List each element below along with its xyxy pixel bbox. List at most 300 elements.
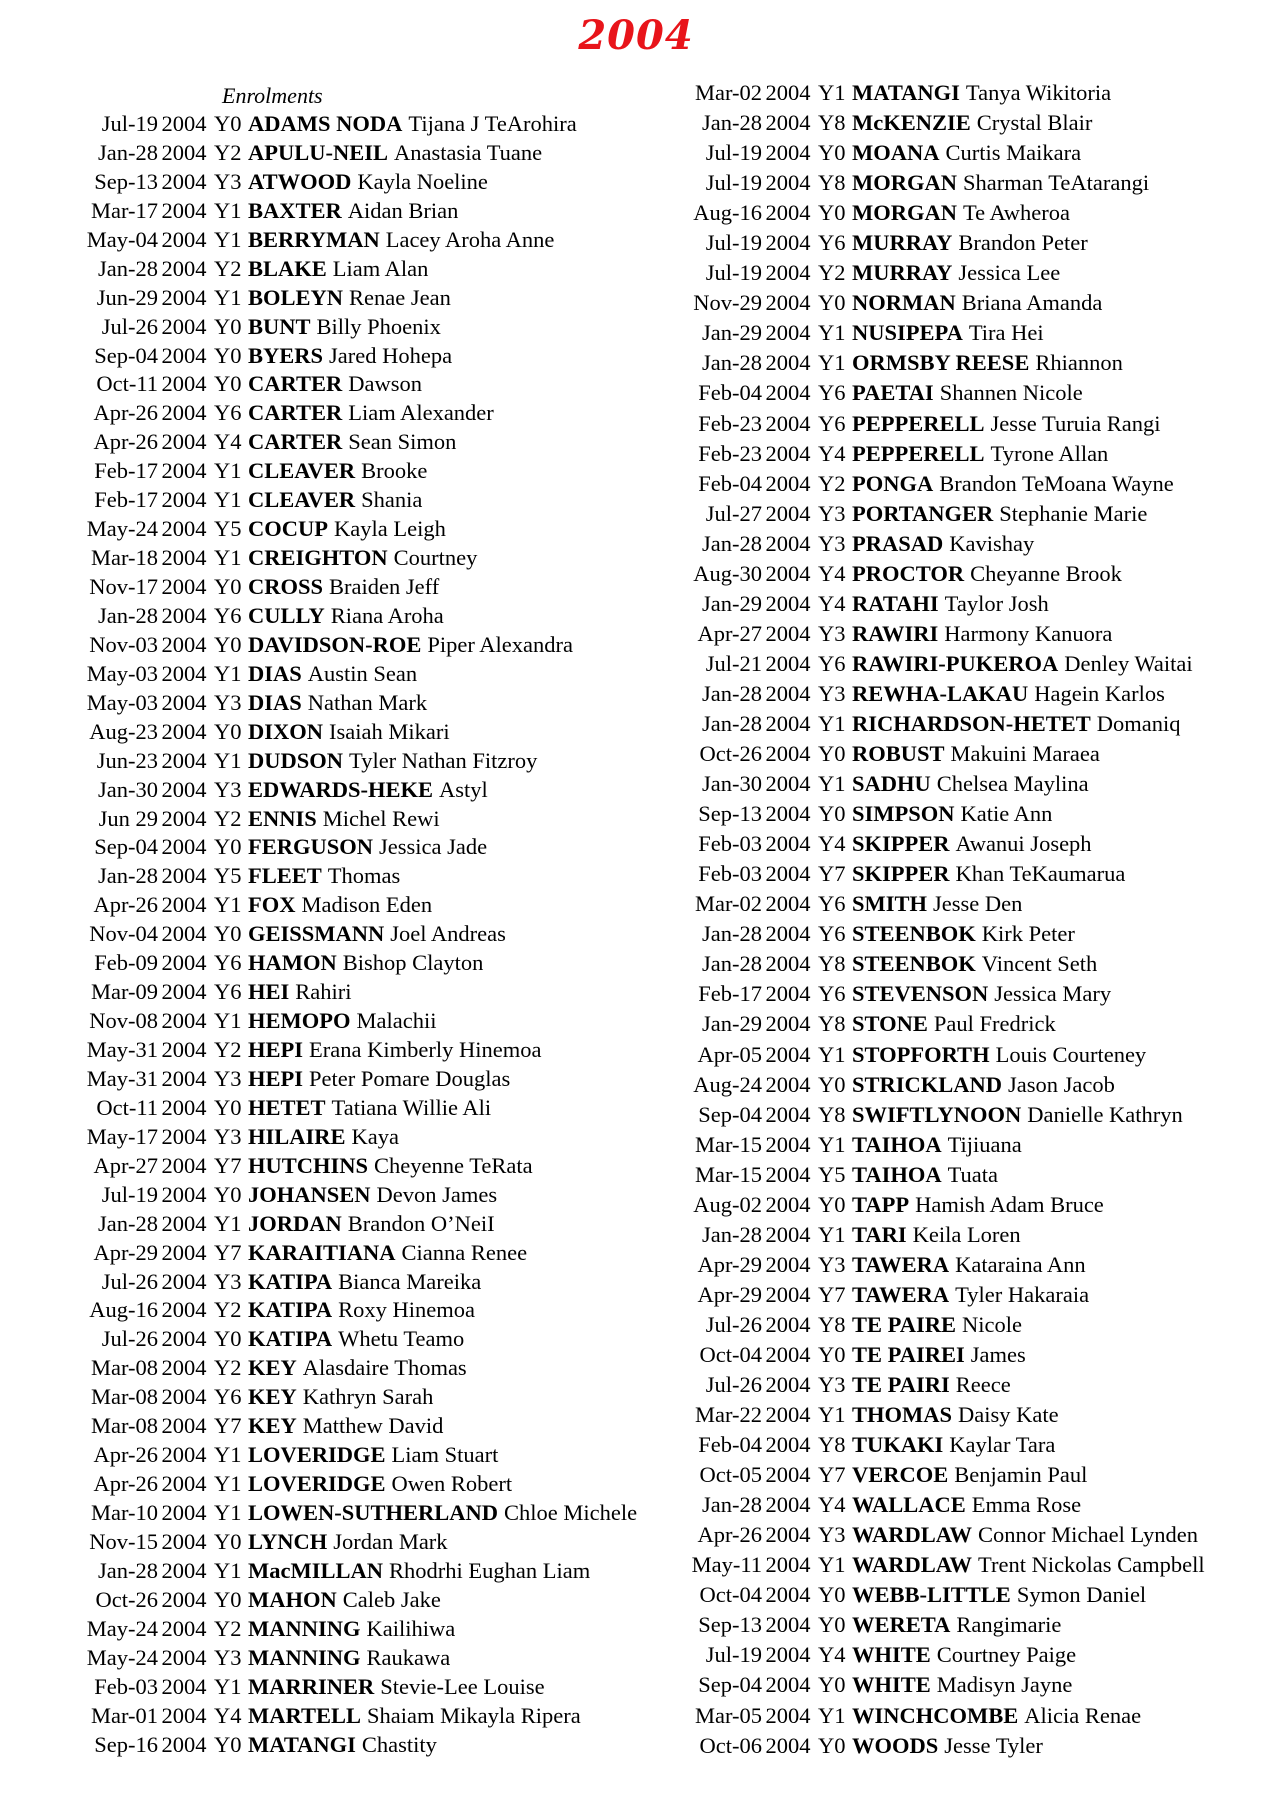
student-surname: McKENZIE xyxy=(852,110,971,136)
year-level: Y0 xyxy=(214,574,242,599)
enrolment-row xyxy=(20,805,637,834)
enrolment-row xyxy=(20,1268,637,1297)
enrolment-row xyxy=(620,1070,1205,1100)
enrolment-row xyxy=(20,949,637,978)
student-surname: MATANGI xyxy=(248,1731,356,1757)
year-level: Y1 xyxy=(214,1210,242,1236)
year-level: Y5 xyxy=(818,1161,846,1187)
year-level: Y5 xyxy=(214,863,242,889)
student-surname: SMITH xyxy=(852,891,928,917)
student-surname: LOVERIDGE xyxy=(248,1471,386,1497)
enrolment-row xyxy=(620,228,1205,258)
enrolment-date: Jul-21 xyxy=(705,650,762,676)
enrolment-year: 2004 xyxy=(161,631,207,657)
student-surname: CULLY xyxy=(248,602,325,628)
enrolment-year: 2004 xyxy=(765,1101,811,1127)
enrolment-row xyxy=(620,378,1205,408)
enrolment-year: 2004 xyxy=(765,771,811,797)
enrolment-row xyxy=(20,833,637,862)
student-surname: PRASAD xyxy=(852,530,944,556)
enrolment-year: 2004 xyxy=(765,1071,811,1097)
enrolment-year: 2004 xyxy=(765,1221,811,1247)
year-level: Y4 xyxy=(818,440,846,466)
enrolment-date: Mar-05 xyxy=(694,1702,762,1728)
enrolment-year: 2004 xyxy=(161,747,207,773)
enrolment-date: Apr-05 xyxy=(697,1041,762,1067)
enrolment-row xyxy=(20,1036,637,1065)
student-given-names: Chastity xyxy=(361,1731,437,1757)
student-surname: WOODS xyxy=(852,1732,939,1758)
student-given-names: Nicole xyxy=(961,1311,1022,1337)
student-surname: STEVENSON xyxy=(852,981,989,1007)
student-surname: LYNCH xyxy=(248,1528,328,1554)
enrolment-row xyxy=(20,1239,637,1268)
enrolment-date: Sep-04 xyxy=(94,342,158,368)
student-given-names: Madisyn Jayne xyxy=(936,1672,1073,1698)
year-level: Y0 xyxy=(214,631,242,657)
student-given-names: Symon Daniel xyxy=(1016,1582,1147,1608)
enrolment-year: 2004 xyxy=(765,170,811,196)
enrolment-date: Apr-26 xyxy=(93,429,158,455)
student-given-names: Kayla Noeline xyxy=(357,168,488,194)
year-level: Y1 xyxy=(214,458,242,484)
enrolment-date: Nov-03 xyxy=(89,631,158,657)
enrolment-date: Mar-02 xyxy=(694,80,762,105)
enrolment-year: 2004 xyxy=(161,574,207,599)
enrolment-row xyxy=(620,529,1205,559)
enrolment-date: Apr-26 xyxy=(93,892,158,918)
enrolment-date: Oct-26 xyxy=(699,741,762,767)
enrolment-date: Jun-23 xyxy=(96,747,158,773)
enrolment-year: 2004 xyxy=(765,741,811,767)
enrolment-row xyxy=(620,469,1205,499)
enrolment-date: Feb-03 xyxy=(698,861,762,887)
year-level: Y1 xyxy=(214,660,242,686)
student-surname: SKIPPER xyxy=(852,861,950,887)
year-level: Y0 xyxy=(818,1191,846,1217)
enrolment-row xyxy=(620,1430,1205,1460)
student-surname: BERRYMAN xyxy=(248,226,380,252)
student-surname: PONGA xyxy=(852,470,934,496)
enrolment-date: Mar-17 xyxy=(90,197,158,223)
year-level: Y4 xyxy=(818,560,846,586)
enrolment-date: Jul-19 xyxy=(101,1181,158,1207)
enrolment-row xyxy=(620,499,1205,529)
enrolment-row xyxy=(20,370,637,399)
student-surname: TE PAIREI xyxy=(852,1341,965,1367)
year-level: Y2 xyxy=(214,805,242,831)
enrolment-row xyxy=(620,1100,1205,1130)
student-given-names: Shannen Nicole xyxy=(939,380,1083,406)
enrolment-year: 2004 xyxy=(161,313,207,339)
enrolment-year: 2004 xyxy=(161,226,207,252)
enrolment-date: Jan-28 xyxy=(98,1210,158,1236)
student-surname: KARAITIANA xyxy=(248,1239,396,1265)
enrolment-date: Oct-11 xyxy=(96,371,158,397)
enrolment-date: Jul-26 xyxy=(101,313,158,339)
enrolment-year: 2004 xyxy=(765,1582,811,1608)
enrolment-row xyxy=(20,747,637,776)
enrolment-year: 2004 xyxy=(161,1673,207,1699)
enrolment-year: 2004 xyxy=(161,1268,207,1294)
enrolment-row xyxy=(620,348,1205,378)
enrolment-date: Jul-19 xyxy=(101,111,158,136)
enrolment-year: 2004 xyxy=(765,1432,811,1458)
enrolment-date: Jul-19 xyxy=(705,260,762,286)
year-level: Y1 xyxy=(818,1402,846,1428)
student-given-names: Billy Phoenix xyxy=(316,313,441,339)
enrolment-row xyxy=(20,1094,637,1123)
enrolment-date: May-03 xyxy=(86,660,158,686)
student-surname: PORTANGER xyxy=(852,500,994,526)
student-surname: PROCTOR xyxy=(852,560,965,586)
enrolment-date: Mar-10 xyxy=(90,1500,158,1525)
enrolment-year: 2004 xyxy=(161,1355,207,1381)
enrolment-year: 2004 xyxy=(161,1065,207,1091)
year-level: Y4 xyxy=(818,1492,846,1518)
enrolment-row xyxy=(620,138,1205,168)
enrolment-date: Jan-28 xyxy=(702,1221,762,1247)
enrolment-date: Oct-06 xyxy=(699,1732,762,1758)
student-surname: EDWARDS-HEKE xyxy=(248,776,434,802)
enrolment-date: Mar-15 xyxy=(694,1161,762,1187)
enrolment-date: May-31 xyxy=(86,1065,158,1091)
enrolment-row xyxy=(20,776,637,805)
enrolment-row xyxy=(620,258,1205,288)
enrolment-row xyxy=(620,1490,1205,1520)
year-level: Y0 xyxy=(818,290,846,316)
enrolment-row xyxy=(620,1550,1205,1580)
year-level: Y3 xyxy=(214,1268,242,1294)
enrolment-row xyxy=(20,1123,637,1152)
student-given-names: Jesse Den xyxy=(933,891,1023,917)
enrolment-date: May-24 xyxy=(86,516,158,542)
student-given-names: Madison Eden xyxy=(301,892,433,918)
student-given-names: Caleb Jake xyxy=(342,1586,441,1612)
student-surname: MAHON xyxy=(248,1586,337,1612)
enrolment-date: Aug-02 xyxy=(693,1191,762,1217)
enrolment-row xyxy=(620,1460,1205,1490)
enrolment-row xyxy=(620,889,1205,919)
student-surname: CARTER xyxy=(248,429,343,455)
year-level: Y1 xyxy=(818,771,846,797)
student-given-names: Cianna Renee xyxy=(401,1239,528,1265)
enrolment-list-right xyxy=(620,78,1205,1761)
student-surname: LOVERIDGE xyxy=(248,1442,386,1468)
year-level: Y8 xyxy=(818,1101,846,1127)
student-given-names: Thomas xyxy=(327,863,401,889)
enrolment-year: 2004 xyxy=(161,660,207,686)
student-given-names: Brandon TeMoana Wayne xyxy=(939,470,1174,496)
enrolment-year: 2004 xyxy=(161,516,207,542)
student-given-names: Tuata xyxy=(947,1161,999,1187)
student-given-names: Rhodrhi Eughan Liam xyxy=(388,1557,591,1583)
enrolment-row xyxy=(20,689,637,718)
enrolment-row xyxy=(620,589,1205,619)
enrolment-year: 2004 xyxy=(765,1702,811,1728)
student-surname: NUSIPEPA xyxy=(852,320,963,346)
enrolment-year: 2004 xyxy=(765,1612,811,1638)
enrolment-date: Apr-26 xyxy=(697,1522,762,1548)
student-given-names: Malachii xyxy=(356,1008,437,1034)
student-surname: TAWERA xyxy=(852,1251,950,1277)
enrolment-date: May-24 xyxy=(86,1644,158,1670)
student-given-names: Benjamin Paul xyxy=(954,1462,1088,1488)
student-given-names: Reece xyxy=(955,1372,1011,1398)
student-surname: TE PAIRE xyxy=(852,1311,956,1337)
student-surname: DIAS xyxy=(248,689,302,715)
student-given-names: Taylor Josh xyxy=(944,590,1049,616)
enrolment-row xyxy=(20,197,637,226)
enrolment-row xyxy=(620,859,1205,889)
year-level: Y3 xyxy=(818,680,846,706)
year-level: Y0 xyxy=(818,1071,846,1097)
enrolment-date: Apr-27 xyxy=(697,620,762,646)
enrolment-year: 2004 xyxy=(765,440,811,466)
student-given-names: Anastasia Tuane xyxy=(394,139,543,165)
enrolment-date: Oct-04 xyxy=(699,1582,762,1608)
enrolment-row xyxy=(20,226,637,255)
enrolment-date: Feb-09 xyxy=(94,950,158,976)
student-surname: MARTELL xyxy=(248,1702,361,1728)
student-given-names: Rangimarie xyxy=(956,1612,1062,1638)
student-surname: ORMSBY REESE xyxy=(852,350,1030,376)
student-given-names: Michel Rewi xyxy=(322,805,440,831)
enrolment-year: 2004 xyxy=(765,1642,811,1668)
year-level: Y0 xyxy=(214,718,242,744)
student-given-names: Te Awheroa xyxy=(963,200,1070,226)
enrolment-date: Mar-22 xyxy=(694,1402,762,1428)
student-given-names: Danielle Kathryn xyxy=(1027,1101,1183,1127)
enrolment-date: Feb-23 xyxy=(698,410,762,436)
student-given-names: Briana Amanda xyxy=(961,290,1103,316)
student-given-names: Owen Robert xyxy=(391,1471,513,1497)
enrolment-date: Sep-04 xyxy=(698,1672,762,1698)
enrolment-year: 2004 xyxy=(161,834,207,860)
enrolment-row xyxy=(620,1370,1205,1400)
year-level: Y1 xyxy=(818,320,846,346)
student-surname: DIXON xyxy=(248,718,324,744)
enrolment-year: 2004 xyxy=(161,1615,207,1641)
enrolment-list-left xyxy=(20,110,637,1759)
student-surname: HILAIRE xyxy=(248,1123,346,1149)
student-surname: MANNING xyxy=(248,1644,361,1670)
enrolment-row xyxy=(620,739,1205,769)
student-surname: LOWEN-SUTHERLAND xyxy=(248,1500,499,1525)
enrolment-year: 2004 xyxy=(765,140,811,166)
student-surname: MATANGI xyxy=(852,80,960,105)
enrolment-row xyxy=(20,862,637,891)
student-surname: CROSS xyxy=(248,574,324,599)
student-given-names: Bishop Clayton xyxy=(342,950,484,976)
enrolment-row xyxy=(620,949,1205,979)
student-surname: KATIPA xyxy=(248,1297,333,1323)
enrolment-date: Jan-28 xyxy=(702,951,762,977)
enrolment-date: Sep-04 xyxy=(698,1101,762,1127)
enrolment-date: Jan-29 xyxy=(702,320,762,346)
enrolment-row xyxy=(20,1441,637,1470)
enrolment-year: 2004 xyxy=(765,921,811,947)
student-surname: PEPPERELL xyxy=(852,440,985,466)
enrolment-date: Jul-19 xyxy=(705,230,762,256)
enrolment-date: Jan-28 xyxy=(98,139,158,165)
year-level: Y0 xyxy=(818,1672,846,1698)
year-level: Y1 xyxy=(818,1041,846,1067)
enrolment-year: 2004 xyxy=(161,689,207,715)
enrolment-row xyxy=(20,1383,637,1412)
year-level: Y1 xyxy=(214,1557,242,1583)
student-given-names: Liam Alexander xyxy=(348,400,494,426)
student-given-names: Kaya xyxy=(351,1123,400,1149)
enrolment-date: Oct-11 xyxy=(96,1094,158,1120)
student-surname: WARDLAW xyxy=(852,1522,973,1548)
enrolment-date: Aug-16 xyxy=(89,1297,158,1323)
year-level: Y6 xyxy=(818,650,846,676)
student-surname: HEPI xyxy=(248,1065,304,1091)
enrolment-row xyxy=(620,1220,1205,1250)
enrolment-date: Sep-04 xyxy=(94,834,158,860)
enrolment-date: Jan-28 xyxy=(98,863,158,889)
enrolment-date: Aug-23 xyxy=(89,718,158,744)
student-given-names: Isaiah Mikari xyxy=(329,718,450,744)
enrolment-date: Jan-28 xyxy=(702,1492,762,1518)
enrolment-date: Jan-28 xyxy=(702,350,762,376)
year-level: Y1 xyxy=(214,197,242,223)
enrolment-row xyxy=(620,919,1205,949)
enrolment-row xyxy=(20,168,637,197)
year-level: Y7 xyxy=(214,1239,242,1265)
student-given-names: Awanui Joseph xyxy=(955,831,1092,857)
year-level: Y1 xyxy=(214,1500,242,1525)
student-surname: BUNT xyxy=(248,313,311,339)
enrolment-date: Jul-26 xyxy=(101,1326,158,1352)
year-level: Y0 xyxy=(214,1528,242,1554)
year-level: Y2 xyxy=(214,1355,242,1381)
enrolment-row xyxy=(620,1280,1205,1310)
year-level: Y2 xyxy=(214,255,242,281)
enrolment-year: 2004 xyxy=(765,500,811,526)
enrolment-row xyxy=(620,1520,1205,1550)
enrolment-row xyxy=(20,457,637,486)
enrolment-row xyxy=(20,1007,637,1036)
enrolment-year: 2004 xyxy=(765,80,811,105)
year-level: Y6 xyxy=(818,981,846,1007)
student-surname: TAIHOA xyxy=(852,1131,942,1157)
student-surname: DAVIDSON-ROE xyxy=(248,631,422,657)
enrolment-row xyxy=(20,1210,637,1239)
enrolment-year: 2004 xyxy=(765,1732,811,1758)
student-surname: APULU-NEIL xyxy=(248,139,389,165)
enrolment-row xyxy=(20,1644,637,1673)
student-given-names: Rahiri xyxy=(295,979,352,1005)
enrolment-date: Jun-29 xyxy=(96,284,158,310)
student-given-names: Sean Simon xyxy=(348,429,457,455)
student-surname: BOLEYN xyxy=(248,284,344,310)
enrolment-row xyxy=(20,1702,637,1731)
year-level: Y1 xyxy=(214,226,242,252)
enrolments-heading: Enrolments xyxy=(222,83,323,108)
enrolment-year: 2004 xyxy=(161,1702,207,1728)
student-given-names: Jason Jacob xyxy=(1008,1071,1115,1097)
year-level: Y6 xyxy=(214,979,242,1005)
student-given-names: Tijana J TeArohira xyxy=(408,111,577,136)
enrolment-year: 2004 xyxy=(161,1644,207,1670)
enrolment-date: Feb-04 xyxy=(698,380,762,406)
student-given-names: Kataraina Ann xyxy=(955,1251,1086,1277)
enrolment-year: 2004 xyxy=(161,1181,207,1207)
student-surname: TAPP xyxy=(852,1191,910,1217)
student-given-names: Tyrone Allan xyxy=(990,440,1109,466)
enrolment-row xyxy=(20,110,637,139)
enrolment-row xyxy=(20,1354,637,1383)
year-level: Y0 xyxy=(214,1094,242,1120)
student-surname: KEY xyxy=(248,1413,297,1439)
enrolment-date: Apr-29 xyxy=(93,1239,158,1265)
student-given-names: Courtney Paige xyxy=(936,1642,1077,1668)
year-level: Y2 xyxy=(214,139,242,165)
student-given-names: Trent Nickolas Campbell xyxy=(978,1552,1205,1578)
student-given-names: Kailihiwa xyxy=(366,1615,456,1641)
enrolment-date: Feb-17 xyxy=(94,458,158,484)
student-surname: WHITE xyxy=(852,1672,931,1698)
student-surname: HUTCHINS xyxy=(248,1152,369,1178)
enrolment-date: Feb-04 xyxy=(698,1432,762,1458)
student-surname: CARTER xyxy=(248,400,343,426)
year-level: Y4 xyxy=(214,1702,242,1728)
year-level: Y8 xyxy=(818,1011,846,1037)
enrolment-date: Apr-27 xyxy=(93,1152,158,1178)
student-given-names: Keila Loren xyxy=(912,1221,1021,1247)
year-level: Y4 xyxy=(214,429,242,455)
enrolment-date: Sep-13 xyxy=(698,801,762,827)
enrolment-row xyxy=(620,1701,1205,1731)
year-level: Y0 xyxy=(214,834,242,860)
year-level: Y6 xyxy=(214,1384,242,1410)
year-level: Y1 xyxy=(214,1442,242,1468)
enrolment-year: 2004 xyxy=(161,1152,207,1178)
enrolment-row xyxy=(620,439,1205,469)
student-surname: HEMOPO xyxy=(248,1008,351,1034)
enrolment-date: Sep-13 xyxy=(94,168,158,194)
year-level: Y2 xyxy=(818,260,846,286)
student-given-names: Tira Hei xyxy=(968,320,1044,346)
year-level: Y1 xyxy=(214,1008,242,1034)
enrolment-date: Jan-28 xyxy=(702,921,762,947)
student-given-names: Chelsea Maylina xyxy=(936,771,1089,797)
enrolment-row xyxy=(20,1296,637,1325)
year-level: Y2 xyxy=(214,1037,242,1062)
enrolment-year: 2004 xyxy=(765,320,811,346)
student-surname: MacMILLAN xyxy=(248,1557,383,1583)
enrolment-row xyxy=(620,318,1205,348)
year-level: Y2 xyxy=(214,1615,242,1641)
student-surname: PEPPERELL xyxy=(852,410,985,436)
enrolment-year: 2004 xyxy=(161,139,207,165)
student-given-names: Liam Alan xyxy=(332,255,429,281)
enrolment-year: 2004 xyxy=(161,1731,207,1757)
enrolment-year: 2004 xyxy=(765,831,811,857)
enrolment-date: Jan-28 xyxy=(98,255,158,281)
enrolment-date: Feb-17 xyxy=(698,981,762,1007)
student-given-names: Kirk Peter xyxy=(981,921,1075,947)
student-surname: TE PAIRI xyxy=(852,1372,950,1398)
student-given-names: Hagein Karlos xyxy=(1034,680,1165,706)
year-level: Y0 xyxy=(214,1181,242,1207)
enrolment-year: 2004 xyxy=(765,350,811,376)
year-level: Y0 xyxy=(818,1582,846,1608)
year-level: Y1 xyxy=(818,1552,846,1578)
year-level: Y1 xyxy=(214,892,242,918)
